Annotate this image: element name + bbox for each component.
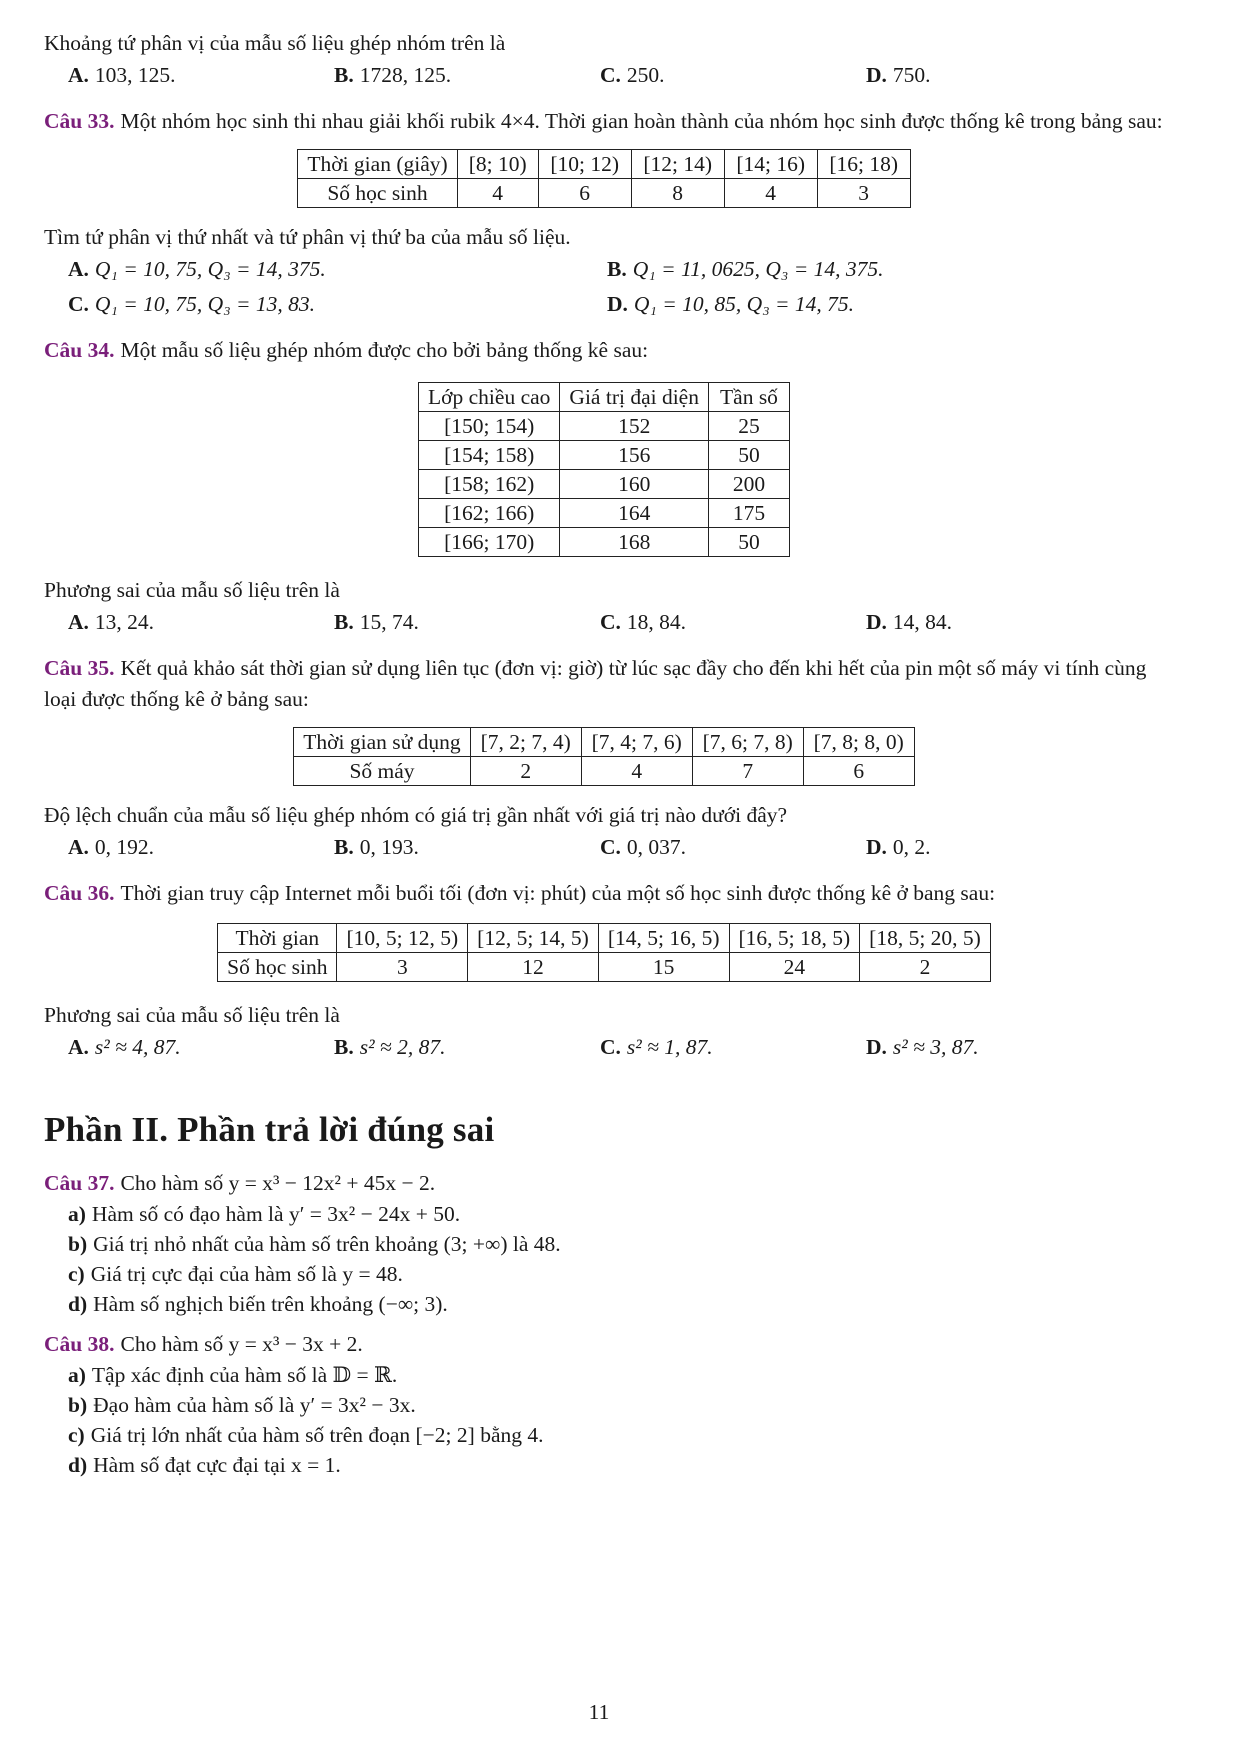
- q38-item-b[interactable]: [68, 1390, 1164, 1420]
- q38-item-d[interactable]: [68, 1450, 1164, 1480]
- option-text: 0, 2.: [892, 835, 931, 859]
- option-text: Q₁ = 10, 85, Q₃ = 14, 75.: [633, 292, 855, 316]
- item-label: b): [68, 1393, 88, 1417]
- table-row: [419, 441, 790, 470]
- table-cell: [18, 5; 20, 5): [860, 924, 991, 953]
- table-header-cell: Tần số: [708, 383, 789, 412]
- question-stem: Thời gian truy cập Internet mỗi buổi tối (đơn vị: phút) của một số học sinh được thống kê ở bang sau:: [120, 881, 996, 905]
- table-cell: [7, 4; 7, 6): [581, 728, 692, 757]
- question-35: [44, 653, 1164, 715]
- table-cell: Số máy: [294, 757, 470, 786]
- q38-item-a[interactable]: [68, 1360, 1164, 1390]
- question-number: Câu 37.: [44, 1171, 115, 1195]
- option-text: s² ≈ 4, 87.: [94, 1035, 181, 1059]
- q32-option-c[interactable]: [600, 63, 665, 88]
- q35-option-d[interactable]: [866, 835, 931, 860]
- question-stem: Một mẫu số liệu ghép nhóm được cho bởi bảng thống kê sau:: [120, 338, 649, 362]
- document-page: [44, 28, 1164, 1480]
- item-label: d): [68, 1453, 88, 1477]
- section-title: Phần II. Phần trả lời đúng sai: [44, 1110, 495, 1149]
- table-cell: Số học sinh: [298, 179, 457, 208]
- table-cell: Thời gian: [218, 924, 337, 953]
- q35-option-a[interactable]: [68, 835, 154, 860]
- item-text: Hàm số nghịch biến trên khoảng (−∞; 3).: [93, 1292, 448, 1316]
- option-label: A.: [68, 63, 89, 87]
- item-text: Hàm số đạt cực đại tại x = 1.: [93, 1453, 341, 1477]
- question-number: Câu 36.: [44, 881, 115, 905]
- table-cell: 152: [560, 412, 709, 441]
- table-cell: [10, 5; 12, 5): [337, 924, 468, 953]
- q33-table: [297, 149, 910, 208]
- option-label: B.: [334, 63, 354, 87]
- table-cell: [16, 5; 18, 5): [729, 924, 860, 953]
- q35-table: [293, 727, 914, 786]
- option-label: C.: [600, 1035, 621, 1059]
- q33-options-row2: [44, 288, 1164, 323]
- q36-table: [217, 923, 991, 982]
- table-cell: 3: [337, 953, 468, 982]
- option-text: Q₁ = 10, 75, Q₃ = 13, 83.: [94, 292, 316, 316]
- option-label: D.: [607, 292, 628, 316]
- q33-question: Tìm tứ phân vị thứ nhất và tứ phân vị thứ ba của mẫu số liệu.: [44, 225, 571, 249]
- option-text: s² ≈ 1, 87.: [626, 1035, 713, 1059]
- option-label: B.: [334, 610, 354, 634]
- q37-item-b[interactable]: [68, 1229, 1164, 1259]
- question-number: Câu 33.: [44, 109, 115, 133]
- q32-option-b[interactable]: [334, 63, 451, 88]
- option-text: 18, 84.: [626, 610, 687, 634]
- option-label: D.: [866, 835, 887, 859]
- option-label: B.: [607, 257, 627, 281]
- table-cell: [158; 162): [419, 470, 560, 499]
- q36-option-c[interactable]: [600, 1035, 713, 1060]
- table-cell: 4: [457, 179, 538, 208]
- table-row: [294, 728, 914, 757]
- option-label: C.: [600, 610, 621, 634]
- table-cell: 3: [817, 179, 910, 208]
- option-label: A.: [68, 835, 89, 859]
- question-34: [44, 335, 1164, 366]
- option-text: 1728, 125.: [359, 63, 452, 87]
- q35-option-c[interactable]: [600, 835, 686, 860]
- q38-item-c[interactable]: [68, 1420, 1164, 1450]
- item-text: Giá trị cực đại của hàm số là y = 48.: [90, 1262, 403, 1286]
- q32-stem: Khoảng tứ phân vị của mẫu số liệu ghép nhóm trên là: [44, 31, 506, 55]
- q36-option-a[interactable]: [68, 1035, 181, 1060]
- q36-question: Phương sai của mẫu số liệu trên là: [44, 1003, 340, 1027]
- question-number: Câu 34.: [44, 338, 115, 362]
- question-number: Câu 38.: [44, 1332, 115, 1356]
- question-stem: Cho hàm số y = x³ − 12x² + 45x − 2.: [120, 1171, 436, 1195]
- table-header-row: [419, 383, 790, 412]
- q33-option-b[interactable]: [607, 257, 884, 282]
- table-row: [419, 528, 790, 557]
- q37-item-d[interactable]: [68, 1289, 1164, 1319]
- table-cell: 6: [538, 179, 631, 208]
- option-label: D.: [866, 1035, 887, 1059]
- q37-item-a[interactable]: [68, 1199, 1164, 1229]
- q34-option-b[interactable]: [334, 610, 419, 635]
- item-text: Đạo hàm của hàm số là y′ = 3x² − 3x.: [93, 1393, 416, 1417]
- option-label: B.: [334, 835, 354, 859]
- question-number: Câu 35.: [44, 656, 115, 680]
- table-cell: [150; 154): [419, 412, 560, 441]
- item-text: Tập xác định của hàm số là 𝔻 = ℝ.: [91, 1363, 398, 1387]
- item-label: d): [68, 1292, 88, 1316]
- table-cell: 50: [708, 528, 789, 557]
- page-number: 11: [588, 1700, 610, 1724]
- table-row: [419, 412, 790, 441]
- table-cell: [7, 6; 7, 8): [692, 728, 803, 757]
- q32-options: [44, 59, 1164, 94]
- option-text: 0, 037.: [626, 835, 687, 859]
- table-row: [218, 953, 991, 982]
- table-cell: 8: [631, 179, 724, 208]
- table-cell: [14; 16): [724, 150, 817, 179]
- table-cell: Thời gian sử dụng: [294, 728, 470, 757]
- q35-options: [44, 831, 1164, 866]
- table-header-cell: Giá trị đại diện: [560, 383, 709, 412]
- table-header-cell: Lớp chiều cao: [419, 383, 560, 412]
- option-text: 15, 74.: [359, 610, 419, 634]
- question-stem: Kết quả khảo sát thời gian sử dụng liên tục (đơn vị: giờ) từ lúc sạc đầy cho đến khi hết của pin một số máy vi tính cùng loại được thống kê ở bảng sau:: [44, 656, 1147, 711]
- table-cell: 164: [560, 499, 709, 528]
- table-cell: 24: [729, 953, 860, 982]
- table-row: [419, 470, 790, 499]
- q37-item-c[interactable]: [68, 1259, 1164, 1289]
- q34-question: Phương sai của mẫu số liệu trên là: [44, 578, 340, 602]
- option-label: A.: [68, 257, 89, 281]
- table-cell: 15: [598, 953, 729, 982]
- option-label: A.: [68, 610, 89, 634]
- question-36: [44, 878, 1164, 909]
- option-text: 14, 84.: [892, 610, 953, 634]
- table-cell: 50: [708, 441, 789, 470]
- option-label: C.: [600, 835, 621, 859]
- option-label: D.: [866, 610, 887, 634]
- question-38: [44, 1329, 1164, 1360]
- table-cell: 6: [803, 757, 914, 786]
- q33-option-c[interactable]: [68, 292, 315, 317]
- table-row: [298, 150, 910, 179]
- q35-question: Độ lệch chuẩn của mẫu số liệu ghép nhóm có giá trị gần nhất với giá trị nào dưới đây?: [44, 803, 788, 827]
- table-cell: 168: [560, 528, 709, 557]
- q35-option-b[interactable]: [334, 835, 419, 860]
- table-cell: Số học sinh: [218, 953, 337, 982]
- q34-option-a[interactable]: [68, 610, 154, 635]
- table-cell: [10; 12): [538, 150, 631, 179]
- table-cell: [7, 2; 7, 4): [470, 728, 581, 757]
- option-label: C.: [68, 292, 89, 316]
- table-cell: 7: [692, 757, 803, 786]
- option-label: D.: [866, 63, 887, 87]
- item-label: c): [68, 1262, 85, 1286]
- table-cell: [162; 166): [419, 499, 560, 528]
- option-text: 750.: [892, 63, 931, 87]
- q36-options: [44, 1031, 1164, 1066]
- table-cell: [166; 170): [419, 528, 560, 557]
- option-label: A.: [68, 1035, 89, 1059]
- table-row: [419, 499, 790, 528]
- question-33: [44, 106, 1164, 137]
- table-cell: [8; 10): [457, 150, 538, 179]
- q36-option-b[interactable]: [334, 1035, 445, 1060]
- table-cell: 2: [470, 757, 581, 786]
- table-cell: Thời gian (giây): [298, 150, 457, 179]
- q36-option-d[interactable]: [866, 1035, 979, 1060]
- table-cell: 12: [468, 953, 599, 982]
- item-text: Hàm số có đạo hàm là y′ = 3x² − 24x + 50.: [91, 1202, 461, 1226]
- question-37: [44, 1168, 1164, 1199]
- q32-option-a[interactable]: [68, 63, 176, 88]
- q33-option-d[interactable]: [607, 292, 854, 317]
- item-text: Giá trị nhỏ nhất của hàm số trên khoảng (3; +∞) là 48.: [93, 1232, 561, 1256]
- q34-option-c[interactable]: [600, 610, 686, 635]
- q34-option-d[interactable]: [866, 610, 952, 635]
- item-label: a): [68, 1202, 86, 1226]
- question-stem: Một nhóm học sinh thi nhau giải khối rubik 4×4. Thời gian hoàn thành của nhóm học sinh được thống kê trong bảng sau:: [120, 109, 1163, 133]
- question-stem: Cho hàm số y = x³ − 3x + 2.: [120, 1332, 363, 1356]
- option-label: B.: [334, 1035, 354, 1059]
- table-cell: 160: [560, 470, 709, 499]
- table-cell: 4: [724, 179, 817, 208]
- option-text: 103, 125.: [94, 63, 176, 87]
- option-text: 250.: [626, 63, 665, 87]
- option-text: Q₁ = 10, 75, Q₃ = 14, 375.: [94, 257, 326, 281]
- q32-option-d[interactable]: [866, 63, 931, 88]
- table-cell: 4: [581, 757, 692, 786]
- table-cell: 200: [708, 470, 789, 499]
- table-cell: 156: [560, 441, 709, 470]
- item-label: a): [68, 1363, 86, 1387]
- q34-table: [418, 382, 790, 557]
- table-cell: 175: [708, 499, 789, 528]
- option-text: s² ≈ 2, 87.: [359, 1035, 446, 1059]
- option-text: 0, 192.: [94, 835, 155, 859]
- table-cell: [12; 14): [631, 150, 724, 179]
- q33-option-a[interactable]: [68, 257, 326, 282]
- table-cell: [154; 158): [419, 441, 560, 470]
- table-row: [218, 924, 991, 953]
- q33-options-row1: [44, 253, 1164, 288]
- table-cell: [16; 18): [817, 150, 910, 179]
- option-text: Q₁ = 11, 0625, Q₃ = 14, 375.: [632, 257, 884, 281]
- option-text: 13, 24.: [94, 610, 155, 634]
- table-cell: 2: [860, 953, 991, 982]
- item-label: b): [68, 1232, 88, 1256]
- table-cell: [14, 5; 16, 5): [598, 924, 729, 953]
- option-text: s² ≈ 3, 87.: [892, 1035, 979, 1059]
- table-row: [294, 757, 914, 786]
- table-cell: [12, 5; 14, 5): [468, 924, 599, 953]
- option-text: 0, 193.: [359, 835, 419, 859]
- option-label: C.: [600, 63, 621, 87]
- q34-options: [44, 606, 1164, 641]
- table-cell: 25: [708, 412, 789, 441]
- item-text: Giá trị lớn nhất của hàm số trên đoạn [−2; 2] bằng 4.: [90, 1423, 544, 1447]
- item-label: c): [68, 1423, 85, 1447]
- table-cell: [7, 8; 8, 0): [803, 728, 914, 757]
- table-row: [298, 179, 910, 208]
